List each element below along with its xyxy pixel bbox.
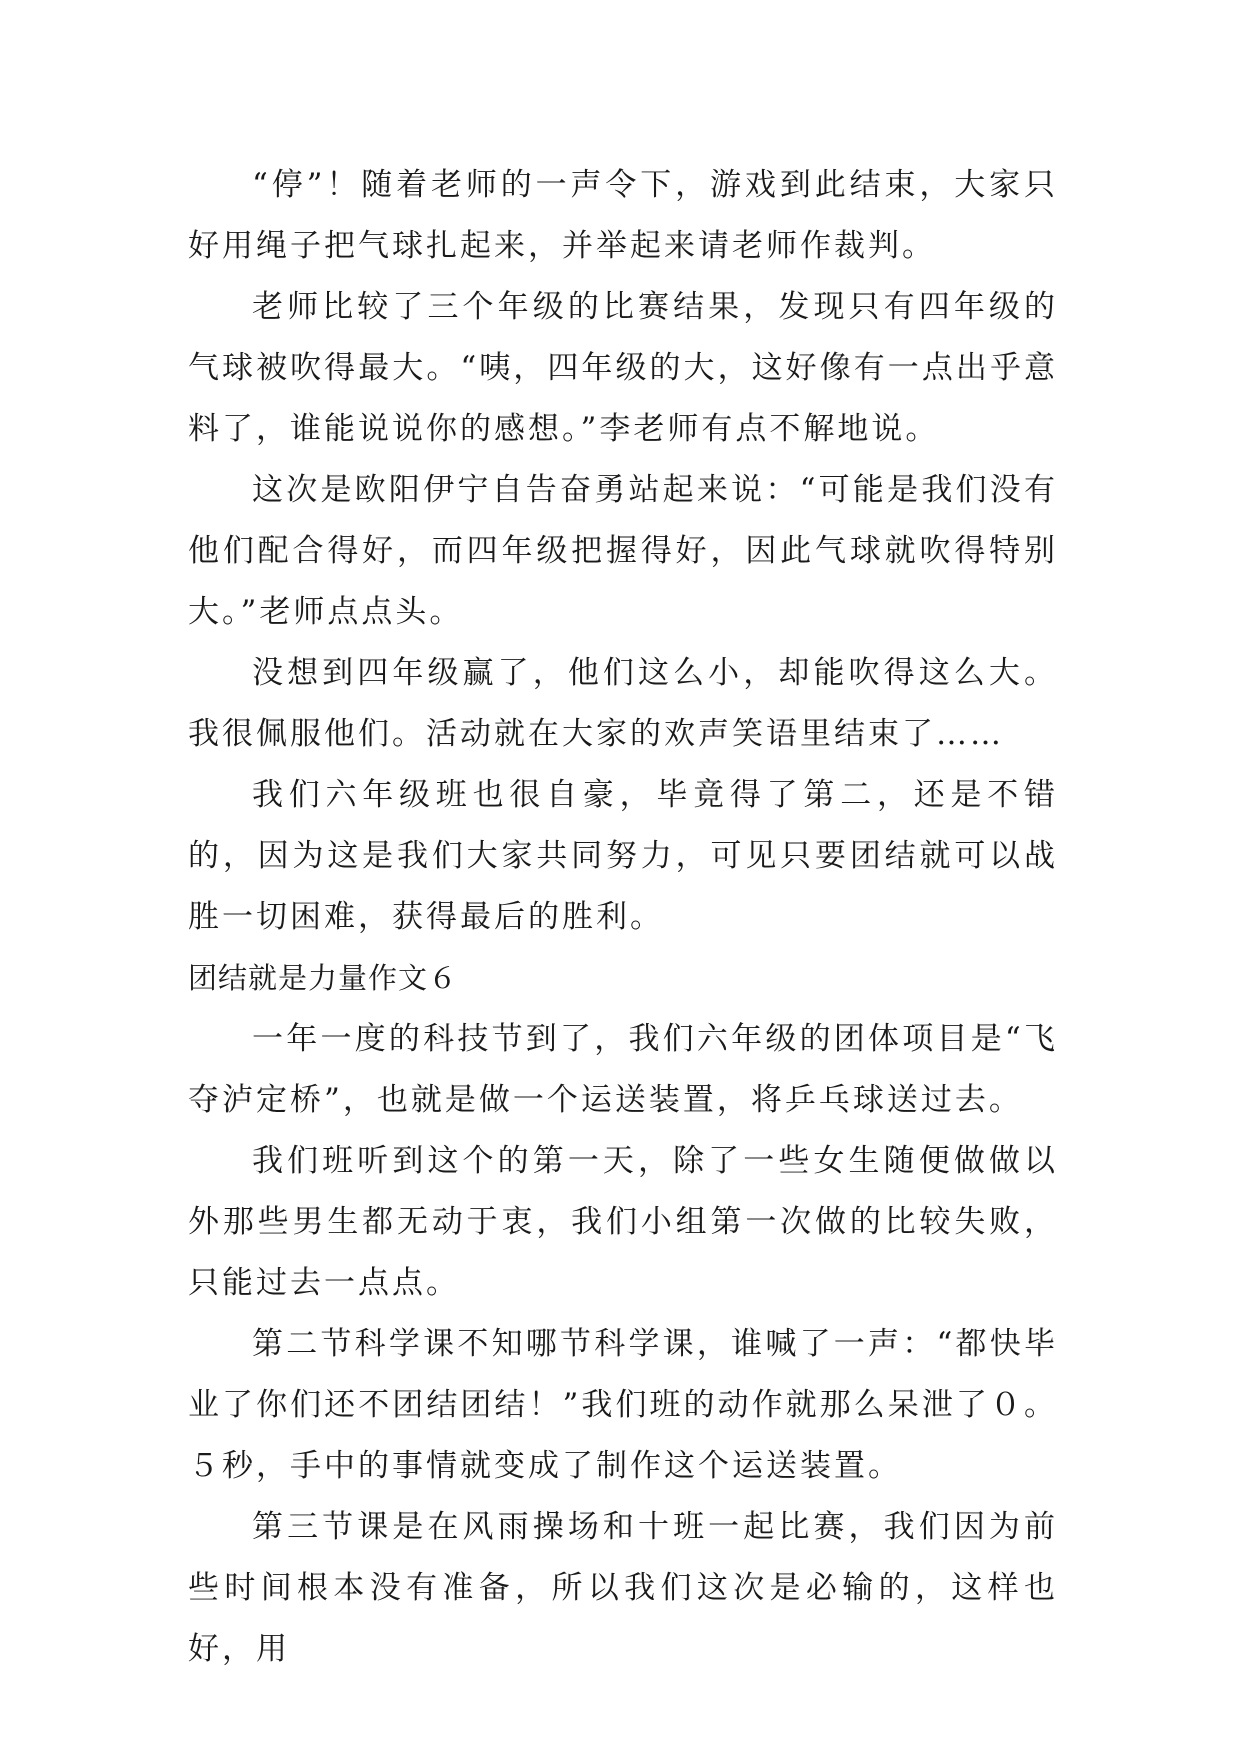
paragraph: 我们班听到这个的第一天，除了一些女生随便做做以外那些男生都无动于衷，我们小组第一次做的比较失败，只能过去一点点。 xyxy=(188,1143,1058,1301)
paragraph: 这次是欧阳伊宁自告奋勇站起来说：“可能是我们没有他们配合得好，而四年级把握得好，因此气球就吹得特别大。”老师点点头。 xyxy=(188,472,1058,630)
paragraph: 我们六年级班也很自豪，毕竟得了第二，还是不错的，因为这是我们大家共同努力，可见只要团结就可以战胜一切困难，获得最后的胜利。 xyxy=(188,777,1058,935)
paragraph: 没想到四年级赢了，他们这么小，却能吹得这么大。我很佩服他们。活动就在大家的欢声笑语里结束了…… xyxy=(188,655,1058,752)
paragraph: 老师比较了三个年级的比赛结果，发现只有四年级的气球被吹得最大。“咦，四年级的大，这好像有一点出乎意料了，谁能说说你的感想。”李老师有点不解地说。 xyxy=(188,289,1058,447)
paragraph: “停”！随着老师的一声令下，游戏到此结束，大家只好用绳子把气球扎起来，并举起来请老师作裁判。 xyxy=(188,167,1058,264)
document-page xyxy=(188,155,1058,1680)
paragraph: 第三节课是在风雨操场和十班一起比赛，我们因为前些时间根本没有准备，所以我们这次是必输的，这样也好，用 xyxy=(188,1509,1058,1667)
section-title: 团结就是力量作文６ xyxy=(188,961,459,995)
paragraph: 第二节科学课不知哪节科学课，谁喊了一声：“都快毕业了你们还不团结团结！”我们班的动作就那么呆泄了０。５秒，手中的事情就变成了制作这个运送装置。 xyxy=(188,1326,1058,1484)
paragraph: 一年一度的科技节到了，我们六年级的团体项目是“飞夺泸定桥”，也就是做一个运送装置，将乒乓球送过去。 xyxy=(188,1021,1058,1118)
